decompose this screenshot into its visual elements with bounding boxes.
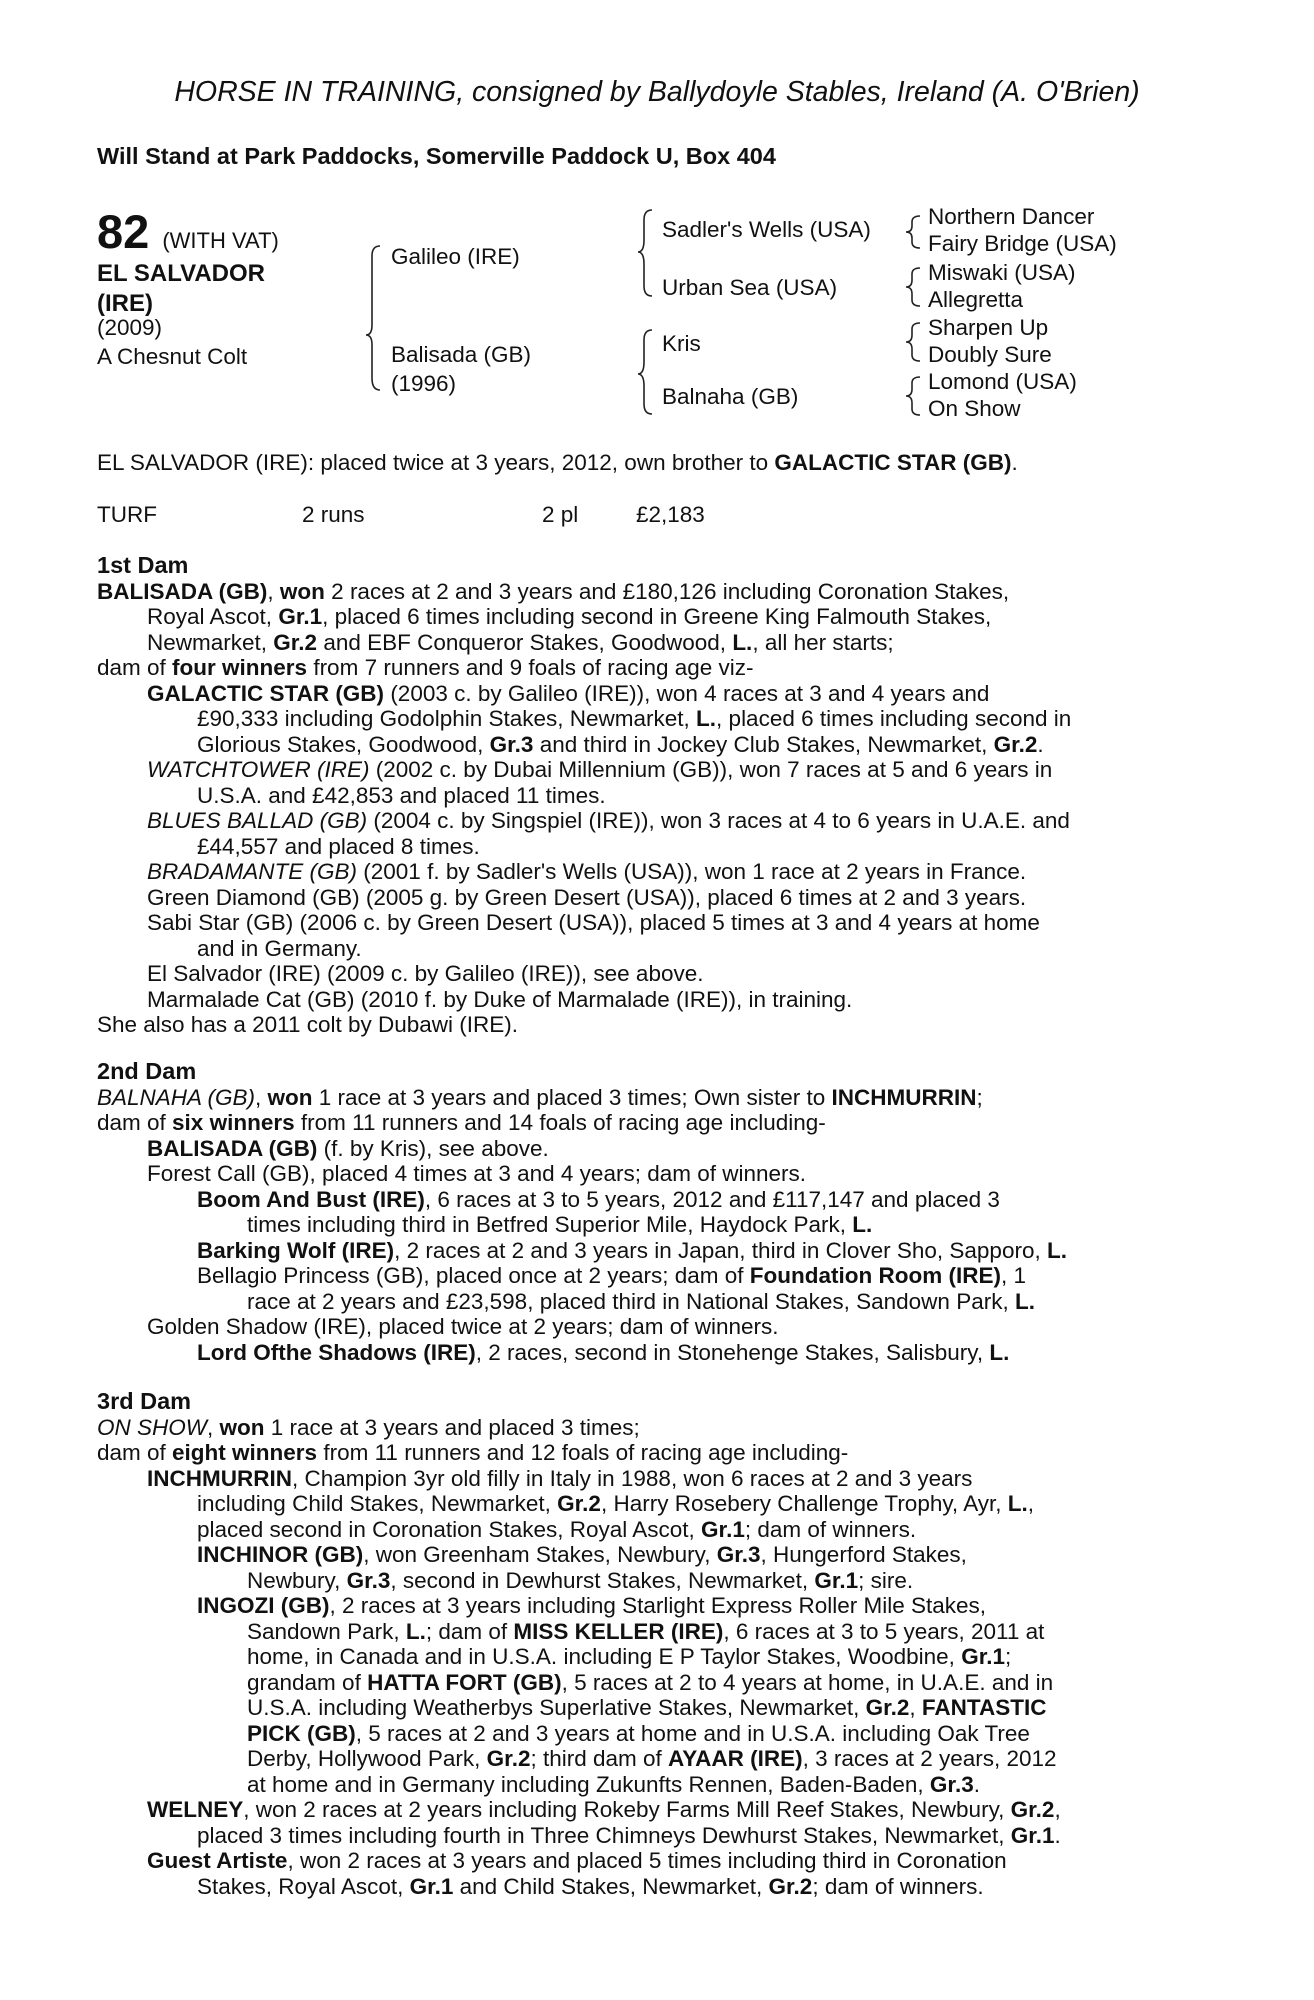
page-header: HORSE IN TRAINING, consigned by Ballydoyle Stables, Ireland (A. O'Brien)	[174, 76, 1140, 108]
dam-line: BALNAHA (GB), won 1 race at 3 years and placed 3 times; Own sister to INCHMURRIN;	[97, 1084, 983, 1110]
progeny-line: BALISADA (GB) (f. by Kris), see above.	[147, 1135, 549, 1161]
progeny-line: Derby, Hollywood Park, Gr.2; third dam of AYAAR (IRE), 3 races at 2 years, 2012	[247, 1746, 1057, 1771]
foaling-year: (2009)	[97, 315, 163, 340]
progeny-line: placed second in Coronation Stakes, Royal Ascot, Gr.1; dam of winners.	[197, 1516, 917, 1542]
pedigree-dam-dam: Balnaha (GB)	[662, 384, 799, 409]
progeny-line: Green Diamond (GB) (2005 g. by Green Desert (USA)), placed 6 times at 2 and 3 years.	[147, 884, 1027, 910]
progeny-line: at home and in Germany including Zukunfts Rennen, Baden-Baden, Gr.3.	[247, 1771, 980, 1797]
progeny-line: Glorious Stakes, Goodwood, Gr.3 and third in Jockey Club Stakes, Newmarket, Gr.2.	[197, 731, 1044, 757]
pedigree-dam-year: (1996)	[391, 371, 457, 396]
pedigree-ssd: Fairy Bridge (USA)	[928, 231, 1117, 256]
progeny-line: BLUES BALLAD (GB) (2004 c. by Singspiel (IRE)), won 3 races at 4 to 6 years in U.A.E. and	[147, 808, 1070, 833]
progeny-line: WATCHTOWER (IRE) (2002 c. by Dubai Millennium (GB)), won 7 races at 5 and 6 years in	[147, 757, 1053, 782]
progeny-line: placed 3 times including fourth in Three Chimneys Dewhurst Stakes, Newmarket, Gr.1.	[197, 1822, 1061, 1848]
pedigree-dds: Lomond (USA)	[928, 369, 1077, 394]
pedigree-sdd: Allegretta	[928, 287, 1024, 312]
progeny-line: and in Germany.	[197, 935, 362, 961]
record-surface: TURF	[97, 502, 157, 527]
progeny-line: GALACTIC STAR (GB) (2003 c. by Galileo (IRE)), won 4 races at 3 and 4 years and	[147, 680, 990, 706]
progeny-line: race at 2 years and £23,598, placed third in National Stakes, Sandown Park, L.	[247, 1288, 1035, 1314]
lot-number: 82	[97, 205, 150, 258]
dam-line: dam of six winners from 11 runners and 14 foals of racing age including-	[97, 1110, 826, 1135]
progeny-line: £44,557 and placed 8 times.	[197, 833, 480, 859]
pedigree-dam: Balisada (GB)	[391, 342, 532, 367]
dam-line: dam of eight winners from 11 runners and 12 foals of racing age including-	[97, 1440, 849, 1465]
first-dam-section	[97, 553, 1203, 1038]
progeny-line: PICK (GB), 5 races at 2 and 3 years at home and in U.S.A. including Oak Tree	[247, 1720, 1030, 1746]
pedigree-ddd: On Show	[928, 396, 1021, 421]
progeny-line: £90,333 including Godolphin Stakes, Newmarket, L., placed 6 times including second in	[197, 706, 1072, 731]
pedigree-sire-dam: Urban Sea (USA)	[662, 275, 838, 300]
progeny-line: Stakes, Royal Ascot, Gr.1 and Child Stakes, Newmarket, Gr.2; dam of winners.	[197, 1873, 984, 1899]
horse-name-line2: (IRE)	[97, 290, 153, 317]
vat-label: (WITH VAT)	[162, 228, 279, 253]
progeny-line: grandam of HATTA FORT (GB), 5 races at 2 to 4 years at home, in U.A.E. and in	[247, 1669, 1054, 1695]
progeny-line: Bellagio Princess (GB), placed once at 2 years; dam of Foundation Room (IRE), 1	[197, 1263, 1027, 1288]
progeny-line: Newbury, Gr.3, second in Dewhurst Stakes, Newmarket, Gr.1; sire.	[247, 1567, 914, 1593]
horse-name-line1: EL SALVADOR	[97, 260, 266, 287]
progeny-line: BRADAMANTE (GB) (2001 f. by Sadler's Wells (USA)), won 1 race at 2 years in France.	[147, 859, 1027, 884]
second-dam-section	[97, 1059, 1203, 1365]
pedigree-sss: Northern Dancer	[928, 204, 1095, 229]
pedigree-sire-sire: Sadler's Wells (USA)	[662, 217, 871, 242]
pedigree-dam-sire: Kris	[662, 331, 701, 356]
progeny-line: Boom And Bust (IRE), 6 races at 3 to 5 years, 2012 and £117,147 and placed 3	[197, 1186, 1000, 1212]
progeny-line: Lord Ofthe Shadows (IRE), 2 races, second in Stonehenge Stakes, Salisbury, L.	[197, 1339, 1010, 1365]
progeny-line: Forest Call (GB), placed 4 times at 3 and 4 years; dam of winners.	[147, 1161, 807, 1186]
progeny-line: Barking Wolf (IRE), 2 races at 2 and 3 years in Japan, third in Clover Sho, Sapporo, L.	[197, 1237, 1067, 1263]
race-summary: EL SALVADOR (IRE): placed twice at 3 years, 2012, own brother to GALACTIC STAR (GB).	[97, 450, 1018, 475]
record-runs: 2 runs	[302, 502, 365, 527]
progeny-line: WELNEY, won 2 races at 2 years including Rokeby Farms Mill Reef Stakes, Newbury, Gr.2,	[147, 1797, 1061, 1822]
progeny-line: Sandown Park, L.; dam of MISS KELLER (IRE), 6 races at 3 to 5 years, 2011 at	[247, 1618, 1045, 1644]
progeny-line: Guest Artiste, won 2 races at 3 years and placed 5 times including third in Coronation	[147, 1848, 1007, 1873]
dam-line: dam of four winners from 7 runners and 9 foals of racing age viz-	[97, 655, 754, 680]
progeny-line: Sabi Star (GB) (2006 c. by Green Desert (USA)), placed 5 times at 3 and 4 years at home	[147, 910, 1040, 935]
progeny-line: INCHMURRIN, Champion 3yr old filly in Italy in 1988, won 6 races at 2 and 3 years	[147, 1465, 973, 1491]
record-placed: 2 pl	[542, 502, 579, 527]
horse-description: A Chesnut Colt	[97, 344, 248, 369]
pedigree-sire: Galileo (IRE)	[391, 244, 520, 269]
record-earnings: £2,183	[636, 502, 705, 527]
progeny-line: INGOZI (GB), 2 races at 3 years including Starlight Express Roller Mile Stakes,	[197, 1593, 987, 1618]
third-dam-section	[97, 1389, 1203, 1899]
progeny-line: Marmalade Cat (GB) (2010 f. by Duke of Marmalade (IRE)), in training.	[147, 986, 853, 1012]
progeny-line: home, in Canada and in U.S.A. including E P Taylor Stakes, Woodbine, Gr.1;	[247, 1644, 1012, 1669]
section-heading: 1st Dam	[97, 552, 189, 578]
dam-line: Newmarket, Gr.2 and EBF Conqueror Stakes, Goodwood, L., all her starts;	[147, 629, 894, 655]
pedigree-dsd: Doubly Sure	[928, 342, 1052, 367]
dam-line: ON SHOW, won 1 race at 3 years and placed 3 times;	[97, 1414, 640, 1440]
section-heading: 3rd Dam	[97, 1388, 192, 1414]
pedigree-sds: Miswaki (USA)	[928, 260, 1076, 285]
progeny-line: She also has a 2011 colt by Dubawi (IRE).	[97, 1012, 519, 1037]
progeny-line: INCHINOR (GB), won Greenham Stakes, Newbury, Gr.3, Hungerford Stakes,	[197, 1542, 967, 1567]
dam-line: Royal Ascot, Gr.1, placed 6 times including second in Greene King Falmouth Stakes,	[147, 604, 992, 629]
section-heading: 2nd Dam	[97, 1058, 197, 1084]
stand-location: Will Stand at Park Paddocks, Somerville Paddock U, Box 404	[97, 143, 776, 169]
progeny-line: U.S.A. and £42,853 and placed 11 times.	[197, 782, 606, 808]
progeny-line: Golden Shadow (IRE), placed twice at 2 years; dam of winners.	[147, 1314, 779, 1339]
progeny-line: times including third in Betfred Superior Mile, Haydock Park, L.	[247, 1212, 873, 1237]
progeny-line: El Salvador (IRE) (2009 c. by Galileo (IRE)), see above.	[147, 961, 704, 986]
pedigree-dss: Sharpen Up	[928, 315, 1049, 340]
pedigree-braces	[0, 0, 1314, 440]
progeny-line: U.S.A. including Weatherbys Superlative Stakes, Newmarket, Gr.2, FANTASTIC	[247, 1695, 1047, 1720]
dam-line: BALISADA (GB), won 2 races at 2 and 3 years and £180,126 including Coronation Stakes,	[97, 578, 1010, 604]
progeny-line: including Child Stakes, Newmarket, Gr.2, Harry Rosebery Challenge Trophy, Ayr, L.,	[197, 1491, 1035, 1516]
